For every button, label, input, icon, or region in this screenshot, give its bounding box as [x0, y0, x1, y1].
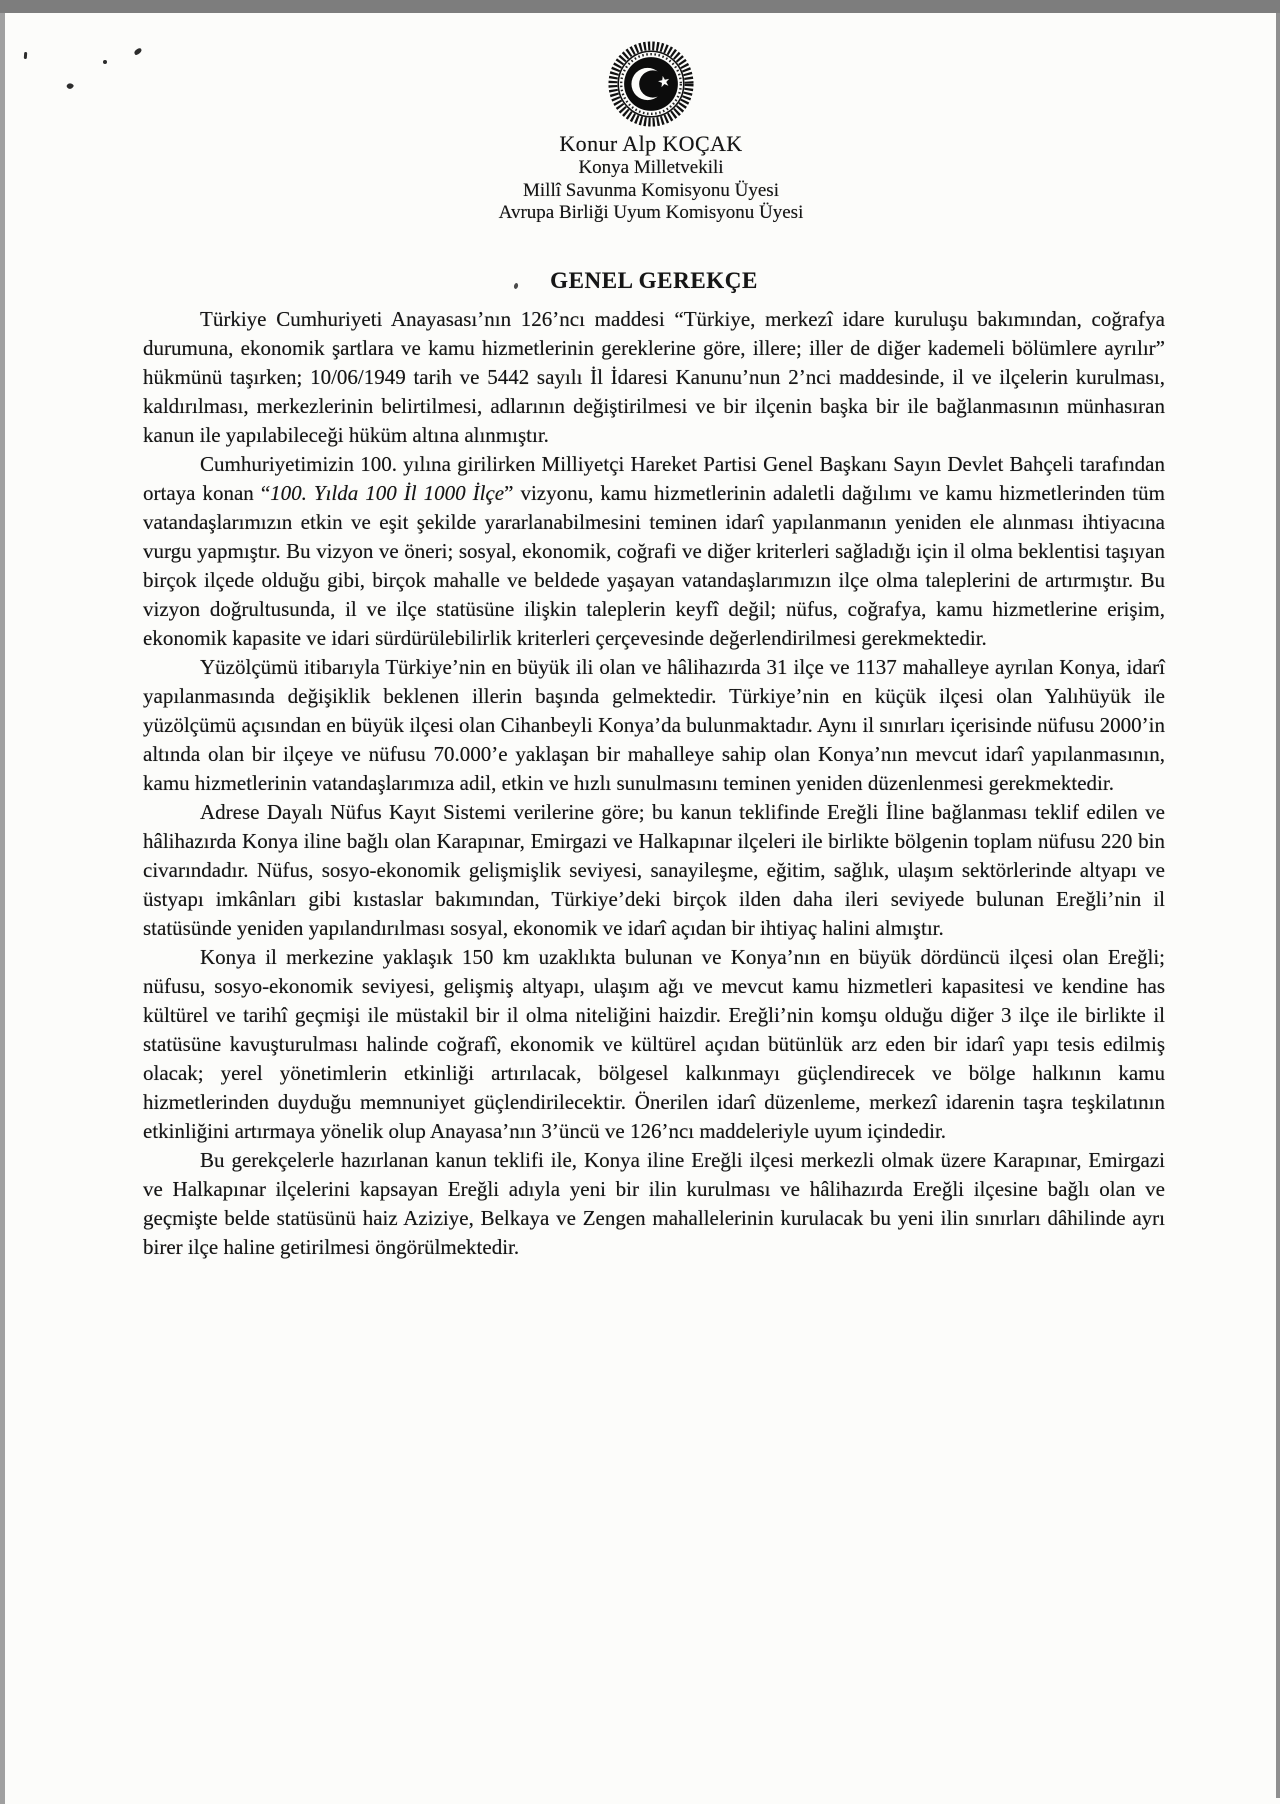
- paragraph-4: Adrese Dayalı Nüfus Kayıt Sistemi verilerine göre; bu kanun teklifinde Ereğli İline bağlanması teklif edilen ve hâlihazırda Konya iline bağlı olan Karapınar, Emirgazi ve Halkapınar ilçeleri ile birlikte bölgenin toplam nüfusu 220 bin civarındadır. Nüfus, sosyo-ekonomik gelişmişlik seviyesi, sanayileşme, eğitim, sağlık, ulaşım sektörlerinde altyapı ve üstyapı imkânları gibi kıstaslar bakımından, Türkiye’deki birçok ilden daha ileri seviyede bulunan Ereğli’nin il statüsünde yeniden yapılandırılması sosyal, ekonomik ve idarî açıdan bir ihtiyaç halini almıştır.: [143, 800, 1165, 940]
- paragraph-6: Bu gerekçelerle hazırlanan kanun teklifi ile, Konya iline Ereğli ilçesi merkezli olmak üzere Karapınar, Emirgazi ve Halkapınar ilçelerini kapsayan Ereğli adıyla yeni bir ilin kurulması ve hâlihazırda Ereğli ilçesine bağlı olan ve geçmişte belde statüsünü haiz Aziziye, Belkaya ve Zengen mahallelerinin kurulacak bu yeni ilin sınırları dâhilinde ayrı birer ilçe haline getirilmesi öngörülmektedir.: [143, 1148, 1165, 1259]
- paragraph-2: [143, 450, 1165, 653]
- letterhead-title: Konya Milletvekili: [578, 157, 724, 178]
- letterhead-commission-2: Avrupa Birliği Uyum Komisyonu Üyesi: [498, 202, 804, 223]
- scan-edge-left: [0, 13, 5, 1804]
- paragraph-2-lead: Cumhuriyetimizin 100. yılına girilirken Milliyetçi Hareket Partisi Genel Başkanı Sayın Devlet Bahçeli tarafından ortaya konan “: [143, 452, 1165, 505]
- paragraph-3: Yüzölçümü itibarıyla Türkiye’nin en büyük ili olan ve hâlihazırda 31 ilçe ve 1137 mahalleye ayrılan Konya, idarî yapılanmasında değişiklik beklenen illerin başında gelmektedir. Türkiye’nin en küçük ilçesi olan Yalıhüyük ile yüzölçümü açısından en büyük ilçesi olan Cihanbeyli Konya’da bulunmaktadır. Aynı il sınırları içerisinde nüfusu 2000’in altında olan bir ilçeye ve nüfusu 70.000’e yaklaşan bir mahalleye sahip olan Konya’nın mevcut idarî yapılanmasının, kamu hizmetlerinin vatandaşlarımıza adil, etkin ve hızlı sunulmasını teminen yeniden düzenlenmesi gerekmektedir.: [143, 655, 1165, 795]
- document-title: GENEL GEREKÇE: [550, 268, 758, 293]
- scan-edge-right: [1276, 13, 1280, 1798]
- paragraph-5: Konya il merkezine yaklaşık 150 km uzaklıkta bulunan ve Konya’nın en büyük dördüncü ilçesi olan Ereğli; nüfusu, sosyo-ekonomik seviyesi, gelişmiş altyapı, ulaşım ağı ve mevcut kamu hizmetleri kapasitesi ve kendine has kültürel ve tarihî geçmişi ile müstakil bir il olma niteliğini haizdir. Ereğli’nin komşu olduğu diğer 3 ilçe ile birlikte il statüsüne kavuşturulması halinde coğrafî, ekonomik ve kültürel açıdan bütünlük arz eden bir idarî yapı tesis edilmiş olacak; yerel yönetimlerin etkinliği artırılacak, bölgesel kalkınmayı güçlendirecek ve bölge halkının kamu hizmetlerinden duyduğu memnuniyet güçlendirilecektir. Önerilen idarî düzenleme, merkezî idarenin taşra teşkilatının etkinliğini artırmaya yönelik olup Anayasa’nın 3’üncü ve 126’ncı maddeleriyle uyum içindedir.: [143, 945, 1165, 1143]
- tbmm-crescent-star-seal-icon: [607, 40, 695, 128]
- paragraph-2-vision-quote: 100. Yılda 100 İl 1000 İlçe: [270, 481, 505, 505]
- paragraph-2-rest: ” vizyonu, kamu hizmetlerinin adaletli dağılımı ve kamu hizmetlerinden tüm vatandaşlarımızın etkin ve eşit şekilde yararlanabilmesini teminen idarî yapılanmanın yeniden ele alınması ihtiyacına vurgu yapmıştır. Bu vizyon ve öneri; sosyal, ekonomik, coğrafi ve diğer kriterleri sağladığı için il olma beklentisi taşıyan birçok ilçede olduğu gibi, birçok mahalle ve beldede yaşayan vatandaşlarımızın ilçe olma taleplerini de artırmıştır. Bu vizyon doğrultusunda, il ve ilçe statüsüne ilişkin taleplerin keyfî değil; nüfus, coğrafya, kamu hizmetlerine erişim, ekonomik kapasite ve idari sürdürülebilirlik kriterleri çerçevesinde değerlendirilmesi gerekmektedir.: [143, 481, 1165, 650]
- letterhead: [11, 40, 1280, 225]
- document-body: [143, 305, 1165, 1262]
- letterhead-commission-1: Millî Savunma Komisyonu Üyesi: [523, 179, 779, 201]
- scan-edge-top: [0, 0, 1280, 13]
- svg-text:★: ★: [655, 72, 673, 92]
- paragraph-1: Türkiye Cumhuriyeti Anayasası’nın 126’ncı maddesi “Türkiye, merkezî idare kuruluşu bakımından, coğrafya durumuna, ekonomik şartlara ve kamu hizmetlerinin gereklerine göre, illere; iller de diğer kademeli bölümlere ayrılır” hükmünü taşırken; 10/06/1949 tarih ve 5442 sayılı İl İdaresi Kanunu’nun 2’nci maddesinde, il ve ilçelerin kurulması, kaldırılması, merkezlerinin belirtilmesi, adlarının değiştirilmesi ve bir ilçenin başka bir ile bağlanmasının münhasıran kanun ile yapılabileceği hüküm altına alınmıştır.: [143, 307, 1165, 447]
- letterhead-name: Konur Alp KOÇAK: [559, 131, 743, 156]
